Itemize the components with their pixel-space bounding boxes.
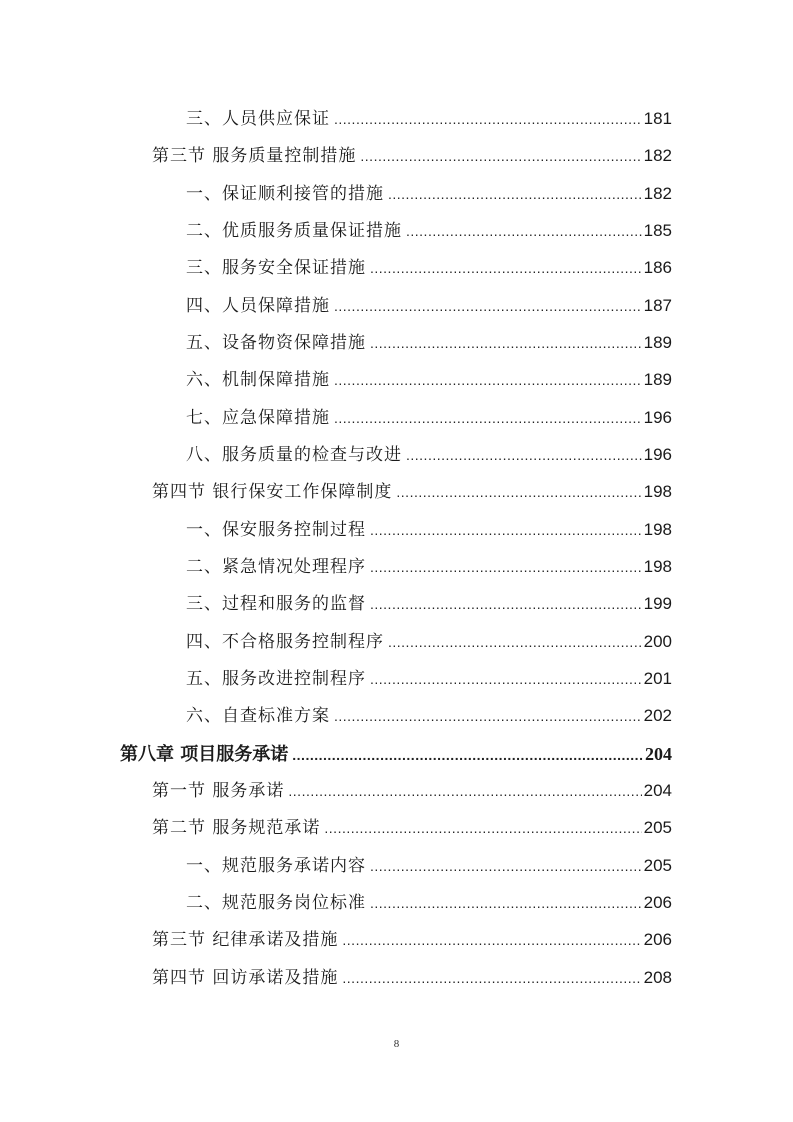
dot-leader: [396, 479, 641, 505]
toc-chapter-entry[interactable]: [120, 741, 672, 767]
dot-leader: [342, 927, 641, 953]
toc-entry-page: 186: [643, 258, 672, 277]
dot-leader: [370, 890, 642, 916]
toc-entry[interactable]: [186, 255, 672, 281]
toc-entry[interactable]: [152, 143, 672, 169]
toc-entry-page: 204: [645, 744, 672, 764]
toc-entry[interactable]: [186, 591, 672, 617]
toc-entry-label: 第四节 回访承诺及措施: [152, 968, 339, 988]
dot-leader: [406, 218, 642, 244]
toc-entry-page: 181: [643, 109, 672, 128]
toc-entry-label: 八、服务质量的检查与改进: [186, 445, 402, 465]
dot-leader: [370, 554, 642, 580]
dot-leader: [292, 742, 643, 768]
toc-entry-label: 四、不合格服务控制程序: [186, 632, 384, 652]
toc-entry-label: 二、紧急情况处理程序: [186, 557, 366, 577]
dot-leader: [334, 106, 642, 132]
toc-entry[interactable]: [152, 965, 672, 991]
toc-entry[interactable]: [186, 442, 672, 468]
toc-entry[interactable]: [186, 181, 672, 207]
toc-entry[interactable]: [186, 106, 672, 132]
toc-entry[interactable]: [186, 218, 672, 244]
toc-entry-page: 198: [643, 520, 672, 539]
toc-entry-page: 198: [643, 557, 672, 576]
dot-leader: [370, 666, 642, 692]
toc-entry-label: 第一节 服务承诺: [152, 781, 285, 801]
toc-entry-label: 五、设备物资保障措施: [186, 333, 366, 353]
dot-leader: [370, 853, 642, 879]
toc-entry-label: 六、机制保障措施: [186, 370, 330, 390]
toc-entry-label: 六、自查标准方案: [186, 706, 330, 726]
toc-entry-page: 189: [643, 370, 672, 389]
toc-entry-page: 182: [643, 146, 672, 165]
toc-entry[interactable]: [152, 479, 672, 505]
dot-leader: [342, 965, 641, 991]
toc-entry-label: 一、保安服务控制过程: [186, 520, 366, 540]
toc-entry[interactable]: [186, 554, 672, 580]
page-number: 8: [393, 1038, 400, 1050]
toc-entry-label: 七、应急保障措施: [186, 408, 330, 428]
dot-leader: [370, 330, 642, 356]
toc-entry-label: 五、服务改进控制程序: [186, 669, 366, 689]
toc-entry-page: 198: [643, 482, 672, 501]
dot-leader: [334, 367, 642, 393]
toc-entry-label: 二、优质服务质量保证措施: [186, 221, 402, 241]
toc-entry-label: 二、规范服务岗位标准: [186, 893, 366, 913]
toc-entry-page: 204: [643, 781, 672, 800]
toc-entry-page: 196: [643, 445, 672, 464]
toc-entry-page: 205: [643, 856, 672, 875]
toc-entry[interactable]: [186, 629, 672, 655]
toc-entry-label: 第四节 银行保安工作保障制度: [152, 482, 393, 502]
toc-entry-page: 206: [643, 893, 672, 912]
toc-entry[interactable]: [186, 293, 672, 319]
toc-entry-label: 三、过程和服务的监督: [186, 594, 366, 614]
dot-leader: [370, 255, 642, 281]
toc-entry-page: 196: [643, 408, 672, 427]
toc-entry-page: 182: [643, 184, 672, 203]
dot-leader: [370, 517, 642, 543]
toc-entry-label: 三、服务安全保证措施: [186, 258, 366, 278]
toc-entry-label: 一、保证顺利接管的措施: [186, 184, 384, 204]
toc-entry[interactable]: [152, 927, 672, 953]
dot-leader: [406, 442, 642, 468]
toc-entry[interactable]: [152, 815, 672, 841]
toc-entry-label: 四、人员保障措施: [186, 296, 330, 316]
dot-leader: [288, 778, 641, 804]
toc-entry-page: 200: [643, 632, 672, 651]
dot-leader: [370, 591, 642, 617]
toc-entry[interactable]: [186, 890, 672, 916]
dot-leader: [334, 405, 642, 431]
toc-entry[interactable]: [186, 330, 672, 356]
toc-entry-label: 第二节 服务规范承诺: [152, 818, 321, 838]
toc-entry[interactable]: [186, 367, 672, 393]
toc-entry-label: 第八章 项目服务承诺: [120, 744, 289, 765]
toc-entry-page: 206: [643, 930, 672, 949]
toc-entry-label: 三、人员供应保证: [186, 109, 330, 129]
toc-entry-page: 199: [643, 594, 672, 613]
toc-entry-page: 187: [643, 296, 672, 315]
toc-entry[interactable]: [186, 666, 672, 692]
toc-entry-page: 202: [643, 706, 672, 725]
dot-leader: [324, 815, 641, 841]
toc-entry-page: 201: [643, 669, 672, 688]
toc-entry-label: 第三节 服务质量控制措施: [152, 146, 357, 166]
toc-entry[interactable]: [186, 517, 672, 543]
toc-entry[interactable]: [186, 853, 672, 879]
toc-entry-label: 第三节 纪律承诺及措施: [152, 930, 339, 950]
dot-leader: [388, 629, 642, 655]
toc-entry-page: 189: [643, 333, 672, 352]
toc-entry-page: 208: [643, 968, 672, 987]
dot-leader: [334, 703, 642, 729]
dot-leader: [360, 143, 641, 169]
toc-entry-page: 185: [643, 221, 672, 240]
toc-entry-page: 205: [643, 818, 672, 837]
toc-entry[interactable]: [186, 703, 672, 729]
toc-entry-label: 一、规范服务承诺内容: [186, 856, 366, 876]
dot-leader: [334, 293, 642, 319]
toc-entry[interactable]: [186, 405, 672, 431]
dot-leader: [388, 181, 642, 207]
toc-entry[interactable]: [152, 778, 672, 804]
